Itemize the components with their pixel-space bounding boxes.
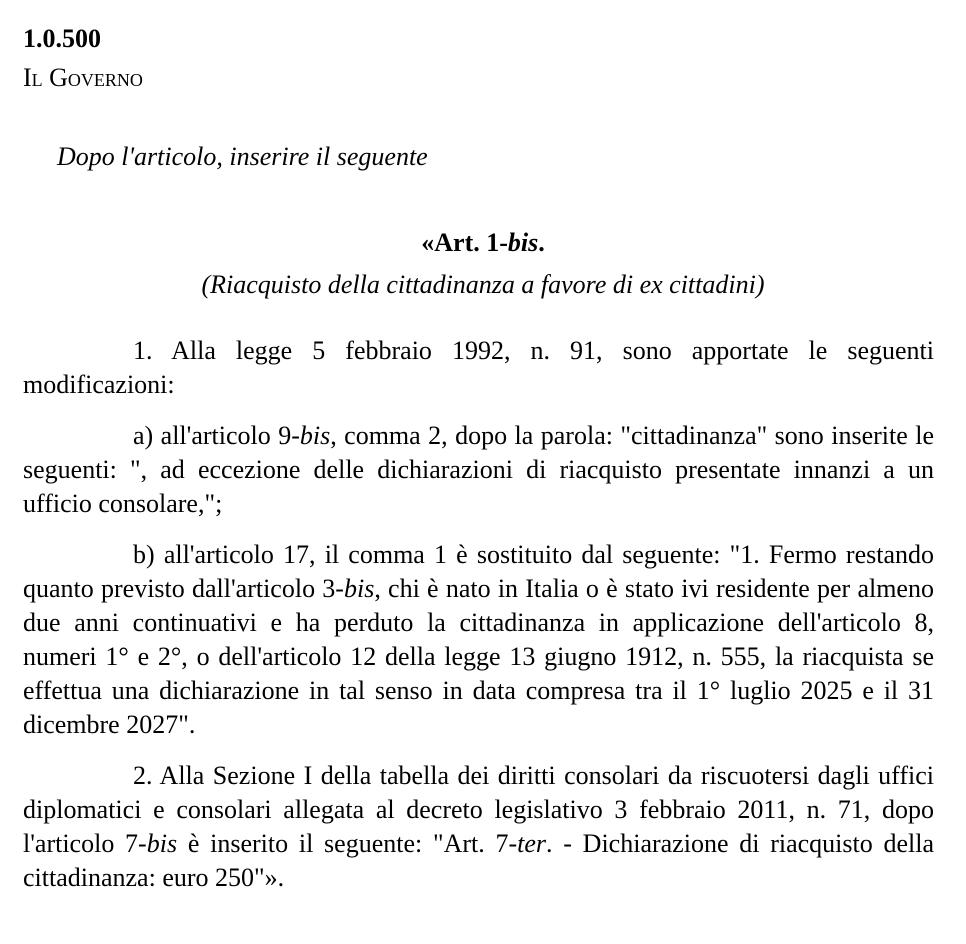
paragraph-1a-text-1: a) all'articolo 9- xyxy=(133,421,300,450)
proposer: Il Governo xyxy=(23,63,143,92)
paragraph-2-text-1: 2. Alla Sezione I della tabella dei diritti consolari da riscuotersi dagli uffici diplomatici e consolari allegata al decreto legislativo 3 febbraio 2011, n. 71, dopo l'articolo 7- xyxy=(23,761,934,858)
paragraph-2-text-3: . - Dichiarazione di riacquisto della cittadinanza: euro 250"». xyxy=(23,829,934,892)
paragraph-1b-text-2: , chi è nato in Italia o è stato ivi residente per almeno due anni continuativi e ha perduto la cittadinanza in applicazione dell'articolo 8, numeri 1° e 2°, o dell'articolo 12 della legge 13 giugno 1912, n. 555, la riacquista se effettua una dichiarazione in tal senso in data compresa tra il 1° luglio 2025 e il 31 dicembre 2027". xyxy=(23,574,934,739)
paragraph-1a xyxy=(23,419,934,521)
paragraph-1a-italic-1: bis xyxy=(299,421,331,450)
amendment-instruction: Dopo l'articolo, inserire il seguente xyxy=(57,142,428,171)
paragraph-1a-text-2: , comma 2, dopo la parola: "cittadinanza" sono inserite le seguenti: ", ad eccezione delle dichiarazioni di riacquisto presentate innanzi a un ufficio consolare,"; xyxy=(23,421,935,518)
paragraph-1b-text-1: b) all'articolo 17, il comma 1 è sostituito dal seguente: "1. Fermo restando quanto previsto dall'articolo 3- xyxy=(23,540,934,603)
paragraph-1: 1. Alla legge 5 febbraio 1992, n. 91, sono apportate le seguenti modificazioni: xyxy=(23,336,934,399)
paragraph-2-italic-2: ter xyxy=(517,829,547,858)
paragraph-2-italic-1: bis xyxy=(146,829,178,858)
paragraph-2-text-2: è inserito il seguente: "Art. 7- xyxy=(177,829,518,858)
article-subtitle: (Riacquisto della cittadinanza a favore di ex cittadini) xyxy=(201,270,765,299)
article-body xyxy=(23,334,934,912)
article-title xyxy=(0,226,966,260)
paragraph-1b-italic-1: bis xyxy=(343,574,375,603)
article-title-italic: bis xyxy=(507,228,539,257)
article-title-suffix: . xyxy=(538,228,545,257)
article-title-prefix: «Art. 1- xyxy=(421,228,508,257)
paragraph-1b xyxy=(23,538,934,742)
amendment-number: 1.0.500 xyxy=(23,24,101,53)
paragraph-2 xyxy=(23,759,934,895)
